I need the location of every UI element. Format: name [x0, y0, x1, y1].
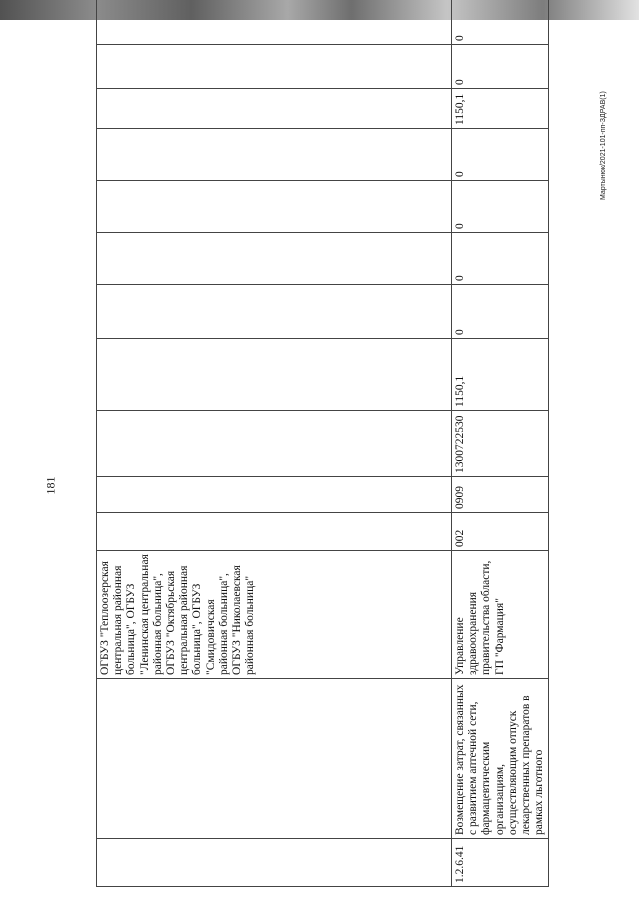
cell-value: 0 [452, 285, 549, 339]
table-row-top [97, 0, 452, 887]
cell-grbs: 002 [452, 513, 549, 551]
cell [97, 45, 452, 89]
cell [97, 679, 452, 839]
cell-value: 0 [452, 129, 549, 181]
cell-section: 0909 [452, 477, 549, 513]
budget-table [96, 35, 546, 887]
cell [97, 285, 452, 339]
cell-target: 1300722530 [452, 411, 549, 477]
cell-value: 0 [452, 45, 549, 89]
cell [97, 411, 452, 477]
document-footer: Мартынюк/2021-101-пп-ЗДРАВ(1) [600, 91, 607, 200]
cell [97, 513, 452, 551]
cell [97, 339, 452, 411]
cell-executor: Управление здравоохранения правительства области, ГП "Фармация" [452, 551, 549, 679]
cell-total: 1150,1 [452, 339, 549, 411]
cell-value: 1150,1 [452, 89, 549, 129]
cell [97, 477, 452, 513]
cell [97, 839, 452, 887]
table-row-bottom [452, 0, 549, 887]
page-number: 181 [43, 476, 58, 495]
cell-executors: ОГБУЗ "Теплоозерская центральная районная больница", ОГБУЗ "Ленинская центральная районная больница", ОГБУЗ "Октябрьская центральная районная больница", ОГБУЗ "Смидовичская районная больница", ОГБУЗ "Николаевская районная больница" [97, 551, 452, 679]
cell-value: 0 [452, 233, 549, 285]
cell-value: 0 [452, 181, 549, 233]
cell [97, 0, 452, 45]
cell-number: 1.2.6.41 [452, 839, 549, 887]
cell [97, 129, 452, 181]
cell-description: Возмещение затрат, связанных с развитием аптечной сети, фармацевтическим организациям, осуществляющим отпуск лекарственных препаратов в рамках льготного [452, 679, 549, 839]
cell [97, 89, 452, 129]
cell [97, 181, 452, 233]
cell [97, 233, 452, 285]
cell-value: 0 [452, 0, 549, 45]
